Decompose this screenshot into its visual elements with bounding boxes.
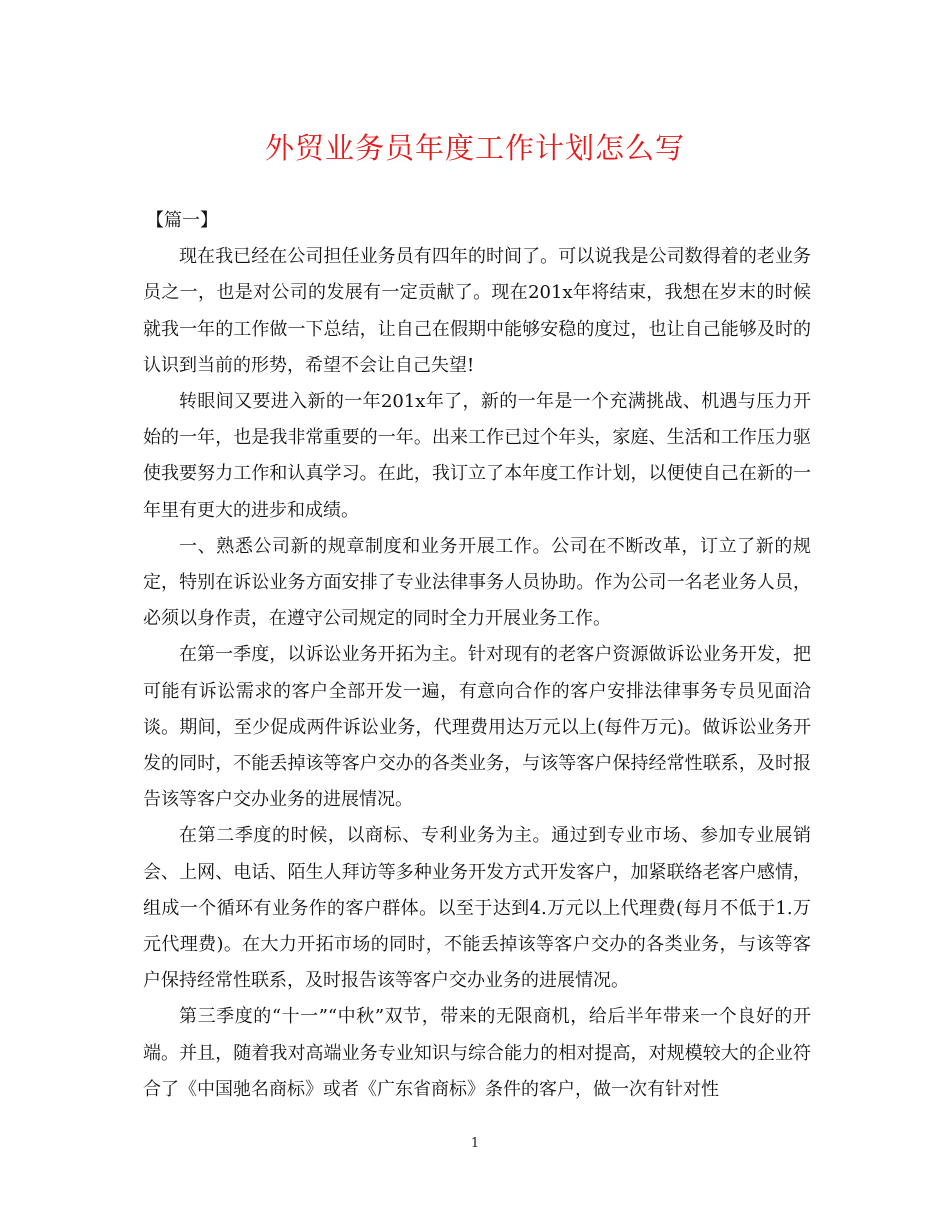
document-title: 外贸业务员年度工作计划怎么写: [264, 131, 685, 165]
paragraph: 第三季度的“十一”“中秋”双节，带来的无限商机，给后半年带来一个良好的开端。并且，随着我对高端业务专业知识与综合能力的相对提高，对规模较大的企业符合了《中国驰名商标》或者《广东省商标》条件的客户，做一次有针对性: [143, 1006, 811, 1100]
paragraph: 现在我已经在公司担任业务员有四年的时间了。可以说我是公司数得着的老业务员之一，也是对公司的发展有一定贡献了。现在201x年将结束，我想在岁末的时候就我一年的工作做一下总结，让自己在假期中能够安稳的度过，也让自己能够及时的认识到当前的形势，希望不会让自己失望!: [143, 246, 811, 376]
paragraph: 在第一季度，以诉讼业务开拓为主。针对现有的老客户资源做诉讼业务开发，把可能有诉讼需求的客户全部开发一遍，有意向合作的客户安排法律事务专员见面洽谈。期间，至少促成两件诉讼业务，代理费用达万元以上(每件万元)。做诉讼业务开发的同时，不能丢掉该等客户交办的各类业务，与该等客户保持经常性联系，及时报告该等客户交办业务的进展情况。: [143, 644, 811, 811]
page-number: 1: [470, 1136, 480, 1151]
section-heading: 【篇一】: [146, 210, 218, 231]
paragraph: 在第二季度的时候，以商标、专利业务为主。通过到专业市场、参加专业展销会、上网、电话、陌生人拜访等多种业务开发方式开发客户，加紧联络老客户感情，组成一个循环有业务作的客户群体。以至于达到4.万元以上代理费(每月不低于1.万元代理费)。在大力开拓市场的同时，不能丢掉该等客户交办的各类业务，与该等客户保持经常性联系，及时报告该等客户交办业务的进展情况。: [143, 825, 811, 992]
paragraph: 一、熟悉公司新的规章制度和业务开展工作。公司在不断改革，订立了新的规定，特别在诉讼业务方面安排了专业法律事务人员协助。作为公司一名老业务人员，必须以身作责，在遵守公司规定的同时全力开展业务工作。: [143, 535, 811, 630]
paragraph: 转眼间又要进入新的一年201x年了，新的一年是一个充满挑战、机遇与压力开始的一年，也是我非常重要的一年。出来工作已过个年头，家庭、生活和工作压力驱使我要努力工作和认真学习。在此，我订立了本年度工作计划，以便使自己在新的一年里有更大的进步和成绩。: [143, 391, 811, 521]
document-body: [143, 203, 811, 1108]
